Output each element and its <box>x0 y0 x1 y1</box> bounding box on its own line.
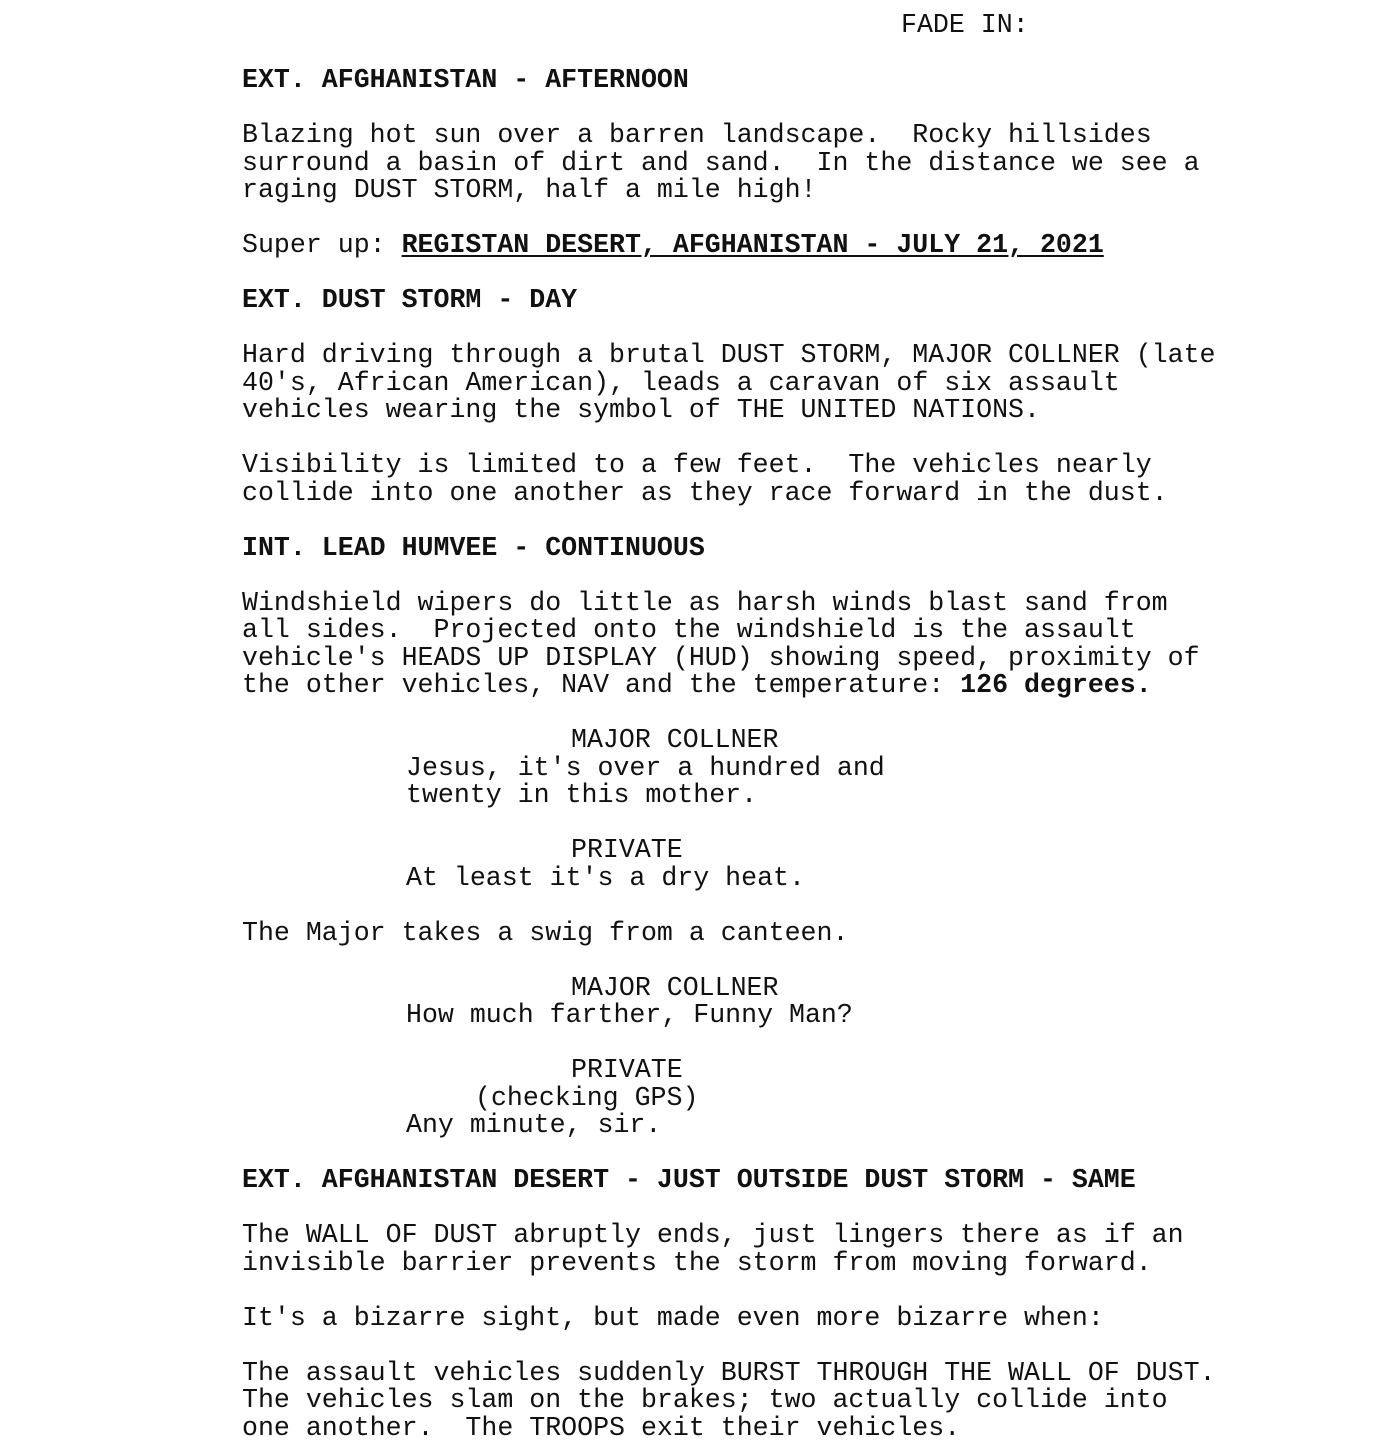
action-line: invisible barrier prevents the storm from moving forward. <box>242 1248 1152 1278</box>
action-line: The WALL OF DUST abruptly ends, just lingers there as if an <box>242 1220 1184 1250</box>
dialogue-line: At least it's a dry heat. <box>406 863 805 893</box>
action-line: all sides. Projected onto the windshield is the assault <box>242 615 1136 645</box>
action-line: one another. The TROOPS exit their vehicles. <box>242 1413 961 1443</box>
action-line: The Major takes a swig from a canteen. <box>242 918 849 948</box>
action-line: Hard driving through a brutal DUST STORM, MAJOR COLLNER (late <box>242 340 1216 370</box>
action-line: It's a bizarre sight, but made even more bizarre when: <box>242 1303 1104 1333</box>
action-line: Visibility is limited to a few feet. The vehicles nearly <box>242 450 1152 480</box>
character-name: PRIVATE <box>571 835 683 865</box>
scene-heading: EXT. AFGHANISTAN - AFTERNOON <box>242 65 689 95</box>
action-line <box>242 671 1152 699</box>
action-line: 40's, African American), leads a caravan of six assault <box>242 368 1120 398</box>
action-line: The vehicles slam on the brakes; two actually collide into <box>242 1385 1168 1415</box>
action-line: raging DUST STORM, half a mile high! <box>242 175 817 205</box>
scene-heading: EXT. DUST STORM - DAY <box>242 285 578 315</box>
action-text: the other vehicles, NAV and the temperature: <box>242 670 961 700</box>
parenthetical: (checking GPS) <box>475 1083 699 1113</box>
action-line: Windshield wipers do little as harsh winds blast sand from <box>242 588 1168 618</box>
super-prefix: Super up: <box>242 230 402 260</box>
scene-heading: EXT. AFGHANISTAN DESERT - JUST OUTSIDE DUST STORM - SAME <box>242 1165 1136 1195</box>
action-line: The assault vehicles suddenly BURST THROUGH THE WALL OF DUST. <box>242 1358 1216 1388</box>
character-name: MAJOR COLLNER <box>571 973 779 1003</box>
super-title: REGISTAN DESERT, AFGHANISTAN - JULY 21, 2021 <box>401 230 1104 260</box>
action-line: surround a basin of dirt and sand. In the distance we see a <box>242 148 1200 178</box>
action-line: Blazing hot sun over a barren landscape. Rocky hillsides <box>242 120 1152 150</box>
temperature-emphasis: 126 degrees. <box>960 670 1152 700</box>
dialogue-line: Jesus, it's over a hundred and <box>406 753 885 783</box>
action-line: collide into one another as they race forward in the dust. <box>242 478 1168 508</box>
action-line: vehicle's HEADS UP DISPLAY (HUD) showing speed, proximity of <box>242 643 1200 673</box>
scene-heading: INT. LEAD HUMVEE - CONTINUOUS <box>242 533 705 563</box>
character-name: PRIVATE <box>571 1055 683 1085</box>
dialogue-line: twenty in this mother. <box>406 780 758 810</box>
transition: FADE IN: <box>901 10 1029 40</box>
super-line <box>242 231 1104 259</box>
character-name: MAJOR COLLNER <box>571 725 779 755</box>
action-line: vehicles wearing the symbol of THE UNITED NATIONS. <box>242 395 1040 425</box>
dialogue-line: Any minute, sir. <box>406 1110 662 1140</box>
dialogue-line: How much farther, Funny Man? <box>406 1000 853 1030</box>
